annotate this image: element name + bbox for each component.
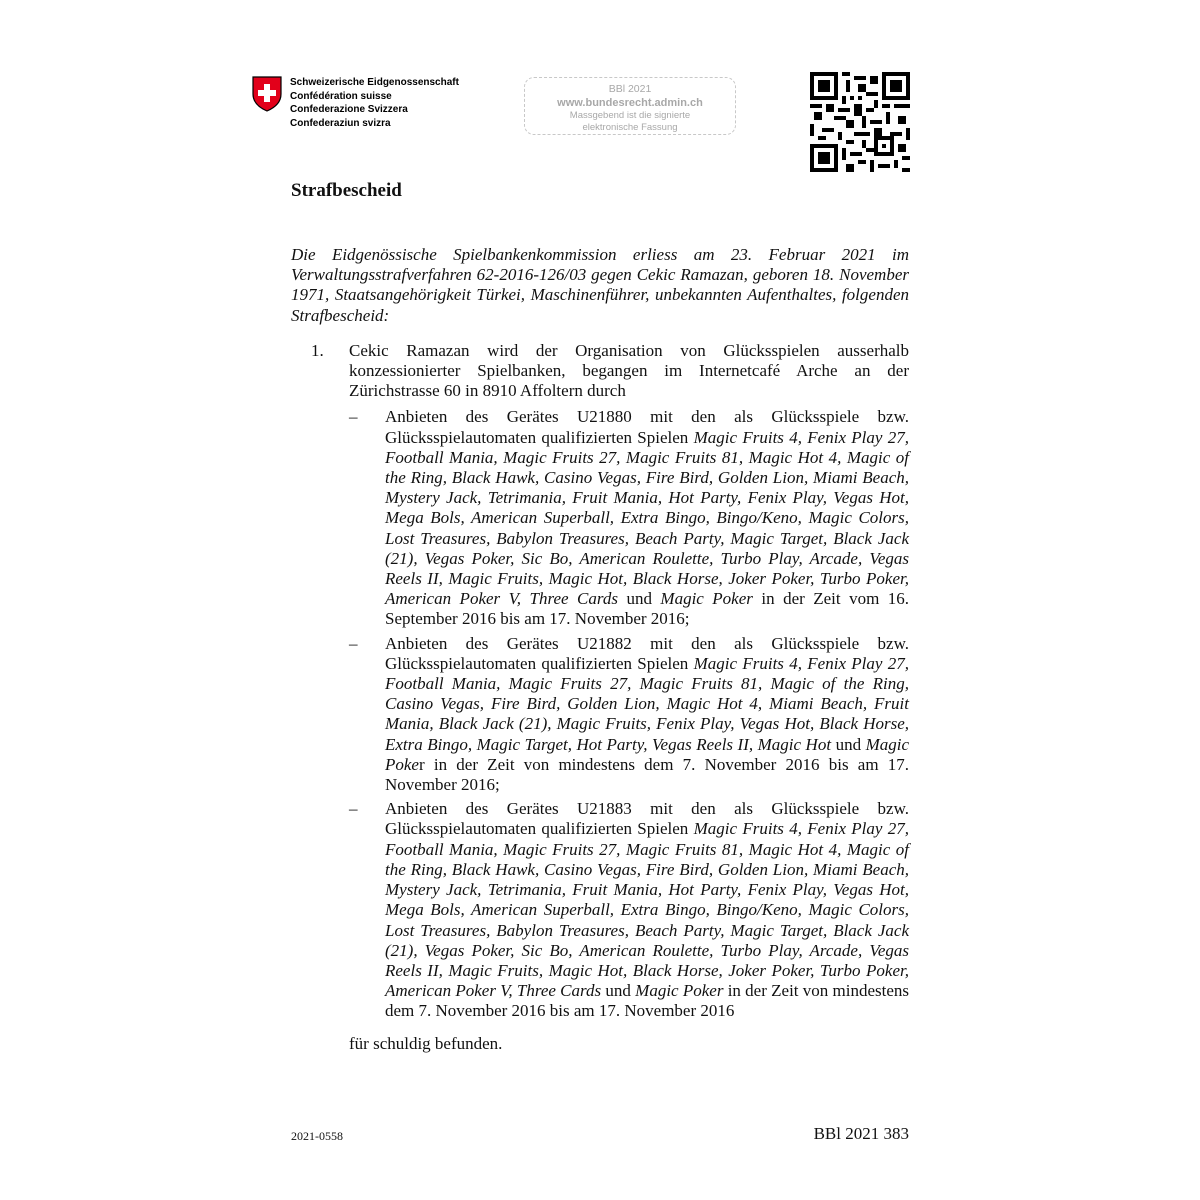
- federal-logo: [252, 76, 459, 130]
- list-item: [349, 799, 909, 1021]
- logo-line-it: Confederazione Svizzera: [290, 104, 408, 115]
- qr-code-icon: [810, 72, 910, 172]
- intro-paragraph: Die Eidgenössische Spielbankenkommission erliess am 23. Februar 2021 im Verwaltungsstrafverfahren 62-2016-126/03 gegen Cekic Ramazan, geboren 18. November 1971, Staatsangehörigkeit Türkei, Maschinenführer, unbekannten Aufenthaltes, folgenden Strafbescheid:: [291, 245, 909, 325]
- bullet-suffix: in der Zeit vom 16. September 2016 bis am 17. November 2016;: [385, 589, 910, 629]
- publication-stamp: [524, 77, 736, 135]
- bullet-text: [385, 634, 909, 796]
- document-title: Strafbescheid: [291, 180, 402, 201]
- closing-text: für schuldig befunden.: [349, 1033, 503, 1053]
- bullet-prefix: Anbieten des Gerätes U21880 mit den als Glücksspiele bzw. Glücksspielautomaten qualifizierten Spielen: [385, 407, 909, 447]
- stamp-note-2: elektronische Fassung: [582, 121, 678, 133]
- bullet-dash: –: [349, 799, 358, 819]
- bullet-conjunction: und: [626, 589, 652, 609]
- bullet-suffix: in der Zeit von mindestens dem 7. November 2016 bis am 17. November 2016: [385, 981, 910, 1021]
- stamp-issue: BBl 2021: [608, 83, 652, 95]
- bullet-suffix: r in der Zeit von mindestens dem 7. November 2016 bis am 17. November 2016;: [385, 754, 909, 795]
- last-game: Magic Poke: [385, 734, 910, 774]
- last-game: Magic Poker: [635, 981, 724, 1001]
- item-number: 1.: [311, 340, 324, 360]
- bullet-conjunction: und: [835, 734, 862, 754]
- bullet-prefix: Anbieten des Gerätes U21883 mit den als Glücksspiele bzw. Glücksspielautomaten qualifizierten Spielen: [385, 799, 909, 839]
- bullet-dash: –: [349, 407, 358, 427]
- game-list: Magic Fruits 4, Fenix Play 27, Football Mania, Magic Fruits 27, Magic Fruits 81, Magic Hot 4, Magic of the Ring, Black Hawk, Casino Vegas, Fire Bird, Golden Lion, Miami Beach, Mystery Jack, Tetrimania, Fruit Mania, Hot Party, Fenix Play, Vegas Hot, Mega Bols, American Superball, Extra Bingo, Bingo/Keno, Magic Colors, Lost Treasures, Babylon Treasures, Beach Party, Magic Target, Black Jack (21), Vegas Poker, Sic Bo, American Roulette, Turbo Play, Arcade, Vegas Reels II, Magic Fruits, Magic Hot, Black Horse, Joker Poker, Turbo Poker, American Poker V, Three Cards: [385, 427, 910, 609]
- item-body: [349, 341, 909, 1026]
- document-body: [291, 245, 909, 1054]
- item-text: Cekic Ramazan wird der Organisation von Glücksspielen ausserhalb konzessionierter Spielbanken, begangen im Internetcafé Arche an der Zürichstrasse 60 in 8910 Affoltern durch: [349, 340, 909, 401]
- numbered-item: [291, 341, 909, 1026]
- last-game: Magic Poker: [660, 589, 753, 609]
- bullet-prefix: Anbieten des Gerätes U21882 mit den als Glücksspiele bzw. Glücksspielautomaten qualifizierten Spielen: [385, 633, 909, 673]
- page-reference: BBl 2021 383: [813, 1124, 909, 1143]
- document-number: 2021-0558: [291, 1129, 343, 1143]
- stamp-note-1: Massgebend ist die signierte: [569, 110, 691, 121]
- logo-text: [290, 76, 459, 130]
- game-list: Magic Fruits 4, Fenix Play 27, Football Mania, Magic Fruits 27, Magic Fruits 81, Magic Hot 4, Magic of the Ring, Black Hawk, Casino Vegas, Fire Bird, Golden Lion, Miami Beach, Mystery Jack, Tetrimania, Fruit Mania, Hot Party, Fenix Play, Vegas Hot, Mega Bols, American Superball, Extra Bingo, Bingo/Keno, Magic Colors, Lost Treasures, Babylon Treasures, Beach Party, Magic Target, Black Jack (21), Vegas Poker, Sic Bo, American Roulette, Turbo Play, Arcade, Vegas Reels II, Magic Fruits, Magic Hot, Black Horse, Joker Poker, Turbo Poker, American Poker V, Three Cards: [385, 819, 910, 1001]
- bullet-text: [385, 799, 909, 1021]
- game-list: Magic Fruits 4, Fenix Play 27, Football Mania, Magic Fruits 27, Magic Fruits 81, Magic of the Ring, Casino Vegas, Fire Bird, Golden Lion, Magic Hot 4, Miami Beach, Fruit Mania, Black Jack (21), Magic Fruits, Fenix Play, Vegas Hot, Black Horse, Extra Bingo, Magic Target, Hot Party, Vegas Reels II, Magic Hot: [385, 653, 910, 754]
- logo-line-rm: Confederaziun svizra: [290, 117, 391, 129]
- stamp-url: www.bundesrecht.admin.ch: [557, 97, 703, 109]
- bullet-conjunction: und: [605, 981, 631, 1001]
- swiss-shield-icon: [252, 76, 282, 112]
- bullet-dash: –: [349, 633, 358, 653]
- list-item: [349, 634, 909, 796]
- list-item: [349, 407, 909, 629]
- logo-line-fr: Confédération suisse: [290, 90, 392, 102]
- bullet-text: [385, 407, 909, 629]
- logo-line-de: Schweizerische Eidgenossenschaft: [290, 77, 459, 88]
